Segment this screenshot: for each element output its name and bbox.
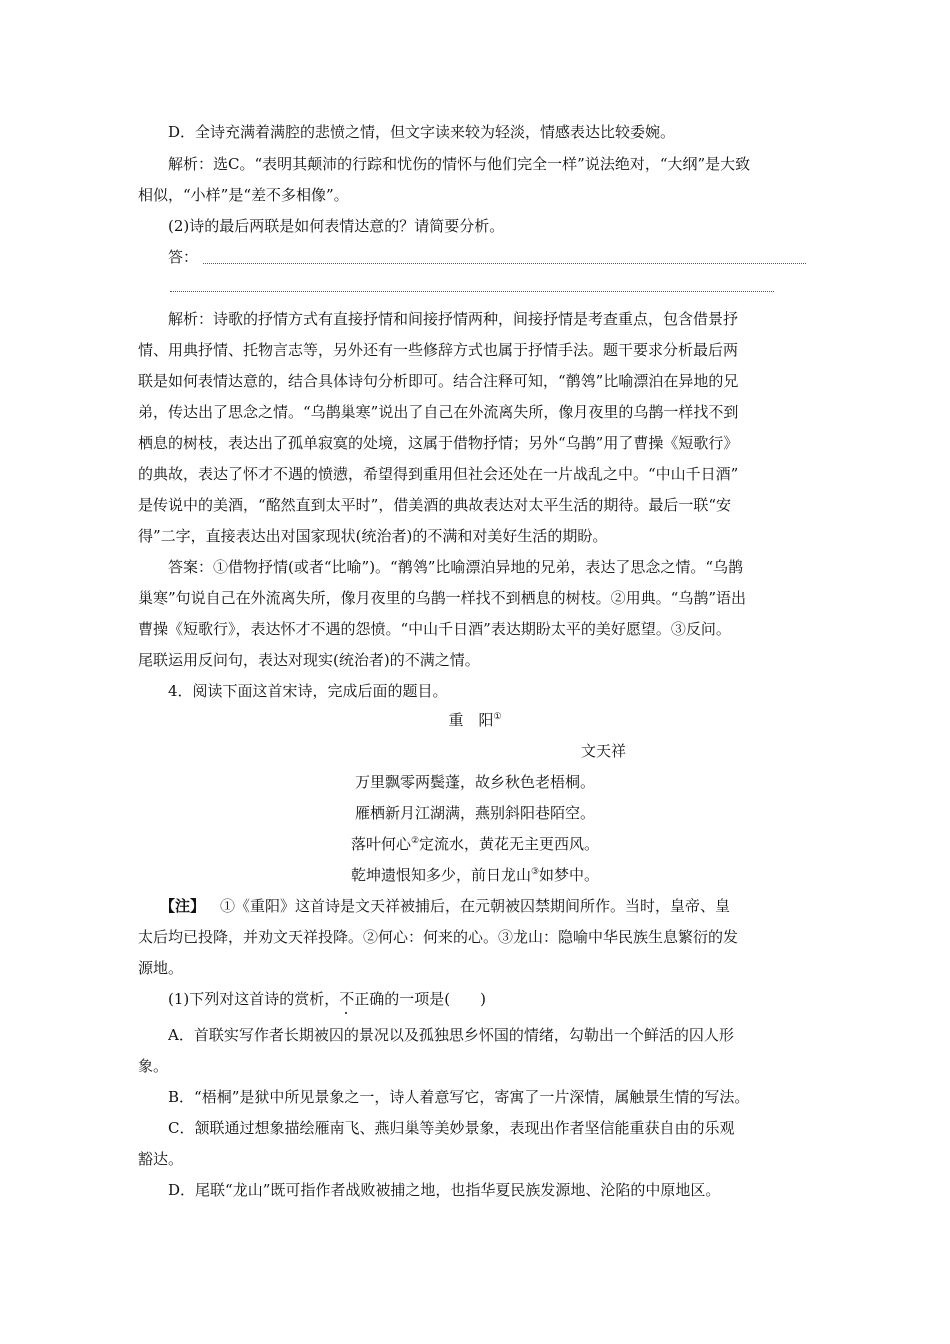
poem-line bbox=[0, 865, 950, 885]
q3-explanation-2-line: 得”二字，直接表达出对国家现状(统治者)的不满和对美好生活的期盼。 bbox=[138, 527, 608, 545]
poem-line: 万里飘零两鬓蓬，故乡秋色老梧桐。 bbox=[354, 773, 595, 791]
footnote-mark-2: ② bbox=[410, 836, 420, 846]
poem-notes-line-1 bbox=[160, 896, 840, 916]
poem-line-3-part-1: 落叶何心 bbox=[350, 835, 411, 853]
q3-explanation-1-line-2: 相似，“小样”是“差不多相像”。 bbox=[138, 186, 349, 204]
q4-intro: 4．阅读下面这首宋诗，完成后面的题目。 bbox=[168, 682, 448, 700]
poem-line-4-part-2: 如梦中。 bbox=[539, 866, 600, 884]
q3-sub-question-2: (2)诗的最后两联是如何表情达意的？请简要分析。 bbox=[168, 217, 505, 235]
q3-answer-line: 答案：①借物抒情(或者“比喻”)。“鹡鸰”比喻漂泊异地的兄弟，表达了思念之情。“乌鹊 bbox=[168, 558, 744, 576]
q3-option-d: D．全诗充满着满腔的悲愤之情，但文字读来较为轻淡，情感表达比较委婉。 bbox=[168, 123, 676, 141]
footnote-mark-3: ③ bbox=[530, 867, 540, 877]
q3-explanation-2-line: 的典故，表达了怀才不遇的愤懑，希望得到重用但社会还处在一片战乱之中。“中山千日酒” bbox=[138, 465, 739, 483]
q3-explanation-2-line: 是传说中的美酒，“酩然直到太平时”，借美酒的典故表达对太平生活的期待。最后一联“安 bbox=[138, 496, 732, 514]
poem-notes-line-2: 太后均已投降，并劝文天祥投降。②何心：何来的心。③龙山：隐喻中华民族生息繁衍的发 bbox=[138, 928, 739, 946]
poem-line-3-part-2: 定流水，黄花无主更西风。 bbox=[419, 835, 600, 853]
q3-explanation-1-line-1: 解析：选C。“表明其颠沛的行踪和忧伤的情怀与他们完全一样”说法绝对，“大纲”是大致 bbox=[168, 155, 751, 173]
q3-answer-line: 巢寒”句说自己在外流离失所，像月夜里的乌鹊一样找不到栖息的树枝。②用典。“乌鹊”语出 bbox=[138, 589, 747, 607]
q4-option-a-line-1: A．首联实写作者长期被囚的景况以及孤独思乡怀国的情绪，勾勒出一个鲜活的囚人形 bbox=[168, 1026, 734, 1044]
q4-sub-question-1 bbox=[168, 989, 848, 1015]
q4-option-b: B．“梧桐”是狱中所见景象之一，诗人着意写它，寄寓了一片深情，属触景生情的写法。 bbox=[168, 1088, 750, 1106]
q3-explanation-2-line: 弟，传达出了思念之情。“乌鹊巢寒”说出了自己在外流离失所，像月夜里的乌鹊一样找不到 bbox=[138, 403, 739, 421]
q4-option-c-line-2: 豁达。 bbox=[138, 1150, 184, 1168]
poem-title bbox=[0, 710, 950, 730]
poem-line-4-part-1: 乾坤遗恨知多少，前日龙山 bbox=[350, 866, 531, 884]
q3-explanation-2-line: 情、用典抒情、托物言志等，另外还有一些修辞方式也属于抒情手法。题干要求分析最后两 bbox=[138, 341, 739, 359]
answer-blank-line-1 bbox=[203, 263, 806, 264]
poem-title-text: 重 阳 bbox=[448, 711, 494, 729]
q3-explanation-2-line: 解析：诗歌的抒情方式有直接抒情和间接抒情两种，间接抒情是考查重点，包含借景抒 bbox=[168, 310, 739, 328]
poem-line bbox=[0, 834, 950, 854]
answer-label: 答： bbox=[168, 248, 199, 266]
poem-notes-line-3: 源地。 bbox=[138, 959, 184, 977]
poem-line: 雁栖新月江湖满，燕别斜阳巷陌空。 bbox=[354, 804, 595, 822]
emphasis-not: 不 bbox=[339, 990, 355, 1008]
q3-answer-line: 尾联运用反问句，表达对现实(统治者)的不满之情。 bbox=[138, 651, 480, 669]
poem-title-footnote-mark: ① bbox=[493, 712, 502, 722]
q4-q1-text-b: 正确的一项是( ) bbox=[354, 990, 486, 1008]
q4-option-d: D．尾联“龙山”既可指作者战败被捕之地，也指华夏民族发源地、沦陷的中原地区。 bbox=[168, 1181, 721, 1199]
notes-label: 【注】 bbox=[160, 897, 206, 915]
answer-blank-line-2 bbox=[170, 291, 774, 292]
q3-explanation-2-line: 联是如何表情达意的，结合具体诗句分析即可。结合注释可知，“鹡鸰”比喻漂泊在异地的兄 bbox=[138, 372, 739, 390]
notes-text: ①《重阳》这首诗是文天祥被捕后，在元朝被囚禁期间所作。当时，皇帝、皇 bbox=[220, 897, 731, 915]
q3-answer-line: 曹操《短歌行》，表达怀才不遇的怨愤。“中山千日酒”表达期盼太平的美好愿望。③反问。 bbox=[138, 620, 731, 638]
q3-explanation-2-line: 栖息的树枝，表达出了孤单寂寞的处境，这属于借物抒情；另外“乌鹊”用了曹操《短歌行》 bbox=[138, 434, 739, 452]
poem-author: 文天祥 bbox=[581, 742, 627, 760]
q4-q1-text-a: (1)下列对这首诗的赏析， bbox=[168, 990, 340, 1008]
q4-option-a-line-2: 象。 bbox=[138, 1057, 169, 1075]
q4-option-c-line-1: C．颔联通过想象描绘雁南飞、燕归巢等美妙景象，表现出作者坚信能重获自由的乐观 bbox=[168, 1119, 735, 1137]
